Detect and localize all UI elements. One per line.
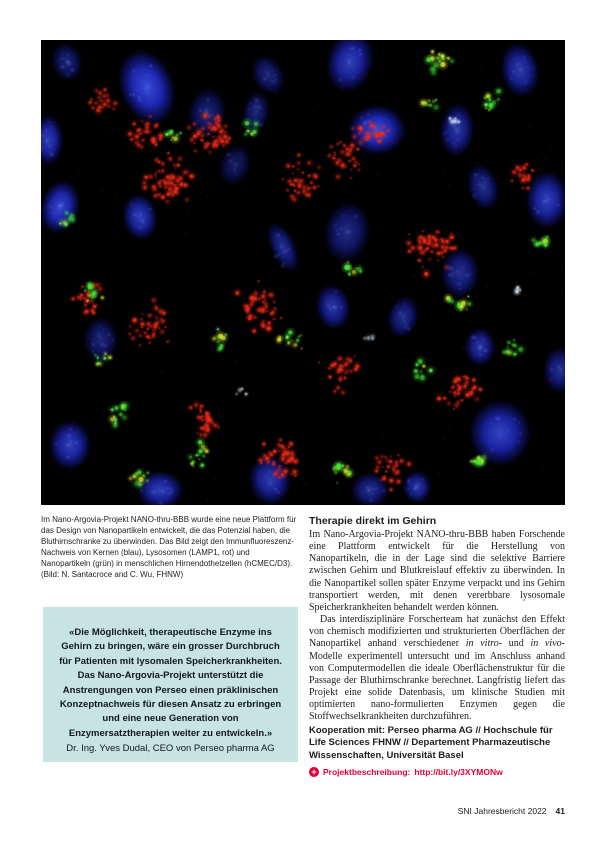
quote-text: «Die Möglichkeit, therapeutische Enzyme ins Gehirn zu bringen, wäre ein grosser Durchbruch für Patienten mit lysomalen Speicherkrankheiten. Das Nano-Argovia-Projekt unterstützt die Anstrengungen von Perseo einen präklinischen Konzeptnachweis für diesen Ansatz zu erbringen und eine neue Generation von Enzymersatztherapien weiter zu entwickeln.»: [59, 627, 282, 739]
article-paragraph-2: Das interdisziplinäre Forscherteam hat zunächst den Effekt von chemisch modifizierten und strukturierten Oberflächen der Nanopartikel anhand verschiedener in vitro- und in vivo-Modelle experimentell untersucht und im Anschluss anhand von Computermodellen die ideale Oberflächenstruktur für die Passage der Bluthirnschranke berechnet. Langfristig liefert das Projekt eine solide Datenbasis, um klinische Studien mit optimierten nano-formulierten Enzymen gegen die Stoffwechselkrankheiten durchzuführen.: [309, 614, 565, 723]
project-link-url[interactable]: http://bit.ly/3XYMONw: [414, 767, 503, 778]
plus-circle-icon: +: [309, 767, 319, 777]
page-number: 41: [555, 806, 565, 816]
page-footer: [458, 806, 565, 817]
cooperation-note: Kooperation mit: Perseo pharma AG // Hochschule für Life Sciences FHNW // Departement Pharmazeutische Wissenschaften, Universität Basel: [309, 724, 553, 762]
quote-box: [43, 607, 298, 762]
micrograph-canvas: [41, 40, 565, 505]
project-link-row[interactable]: [309, 767, 565, 777]
project-link-label: Projektbeschreibung:: [323, 767, 411, 778]
footer-report-title: SNI Jahresbericht 2022: [457, 806, 547, 816]
fluorescence-micrograph: [41, 40, 565, 505]
article-paragraph-1: Im Nano-Argovia-Projekt NANO-thru-BBB haben Forschende eine Plattform entwickelt für die Herstellung von Nanopartikeln, die in der Lage sind die selektive Barriere zwischen Gehirn und Blutkreislauf effektiv zu überwinden. In die Nanopartikel sollen später Enzyme verpackt und ins Gehirn transportiert werden, mit denen vererbbare lysosomale Speicherkrankheiten behandelt werden können.: [309, 529, 565, 613]
quote-attribution: Dr. Ing. Yves Dudal, CEO von Perseo pharma AG: [66, 743, 275, 755]
image-caption: Im Nano-Argovia-Projekt NANO-thru-BBB wurde eine neue Plattform für das Design von Nanopartikeln entwickelt, die das Potenzial haben, die Bluthirnschranke zu überwinden. Das Bild zeigt den Immunfluoreszenz-Nachweis von Kernen (blau), Lysosomen (LAMP1, rot) und Nanopartikeln (grün) in menschlichen Hirnendothelzellen (hCMEC/D3). (Bild: N. Santacroce and C. Wu, FHNW): [41, 515, 297, 579]
article-column: [309, 514, 565, 777]
section-heading: Therapie direkt im Gehirn: [309, 515, 437, 527]
